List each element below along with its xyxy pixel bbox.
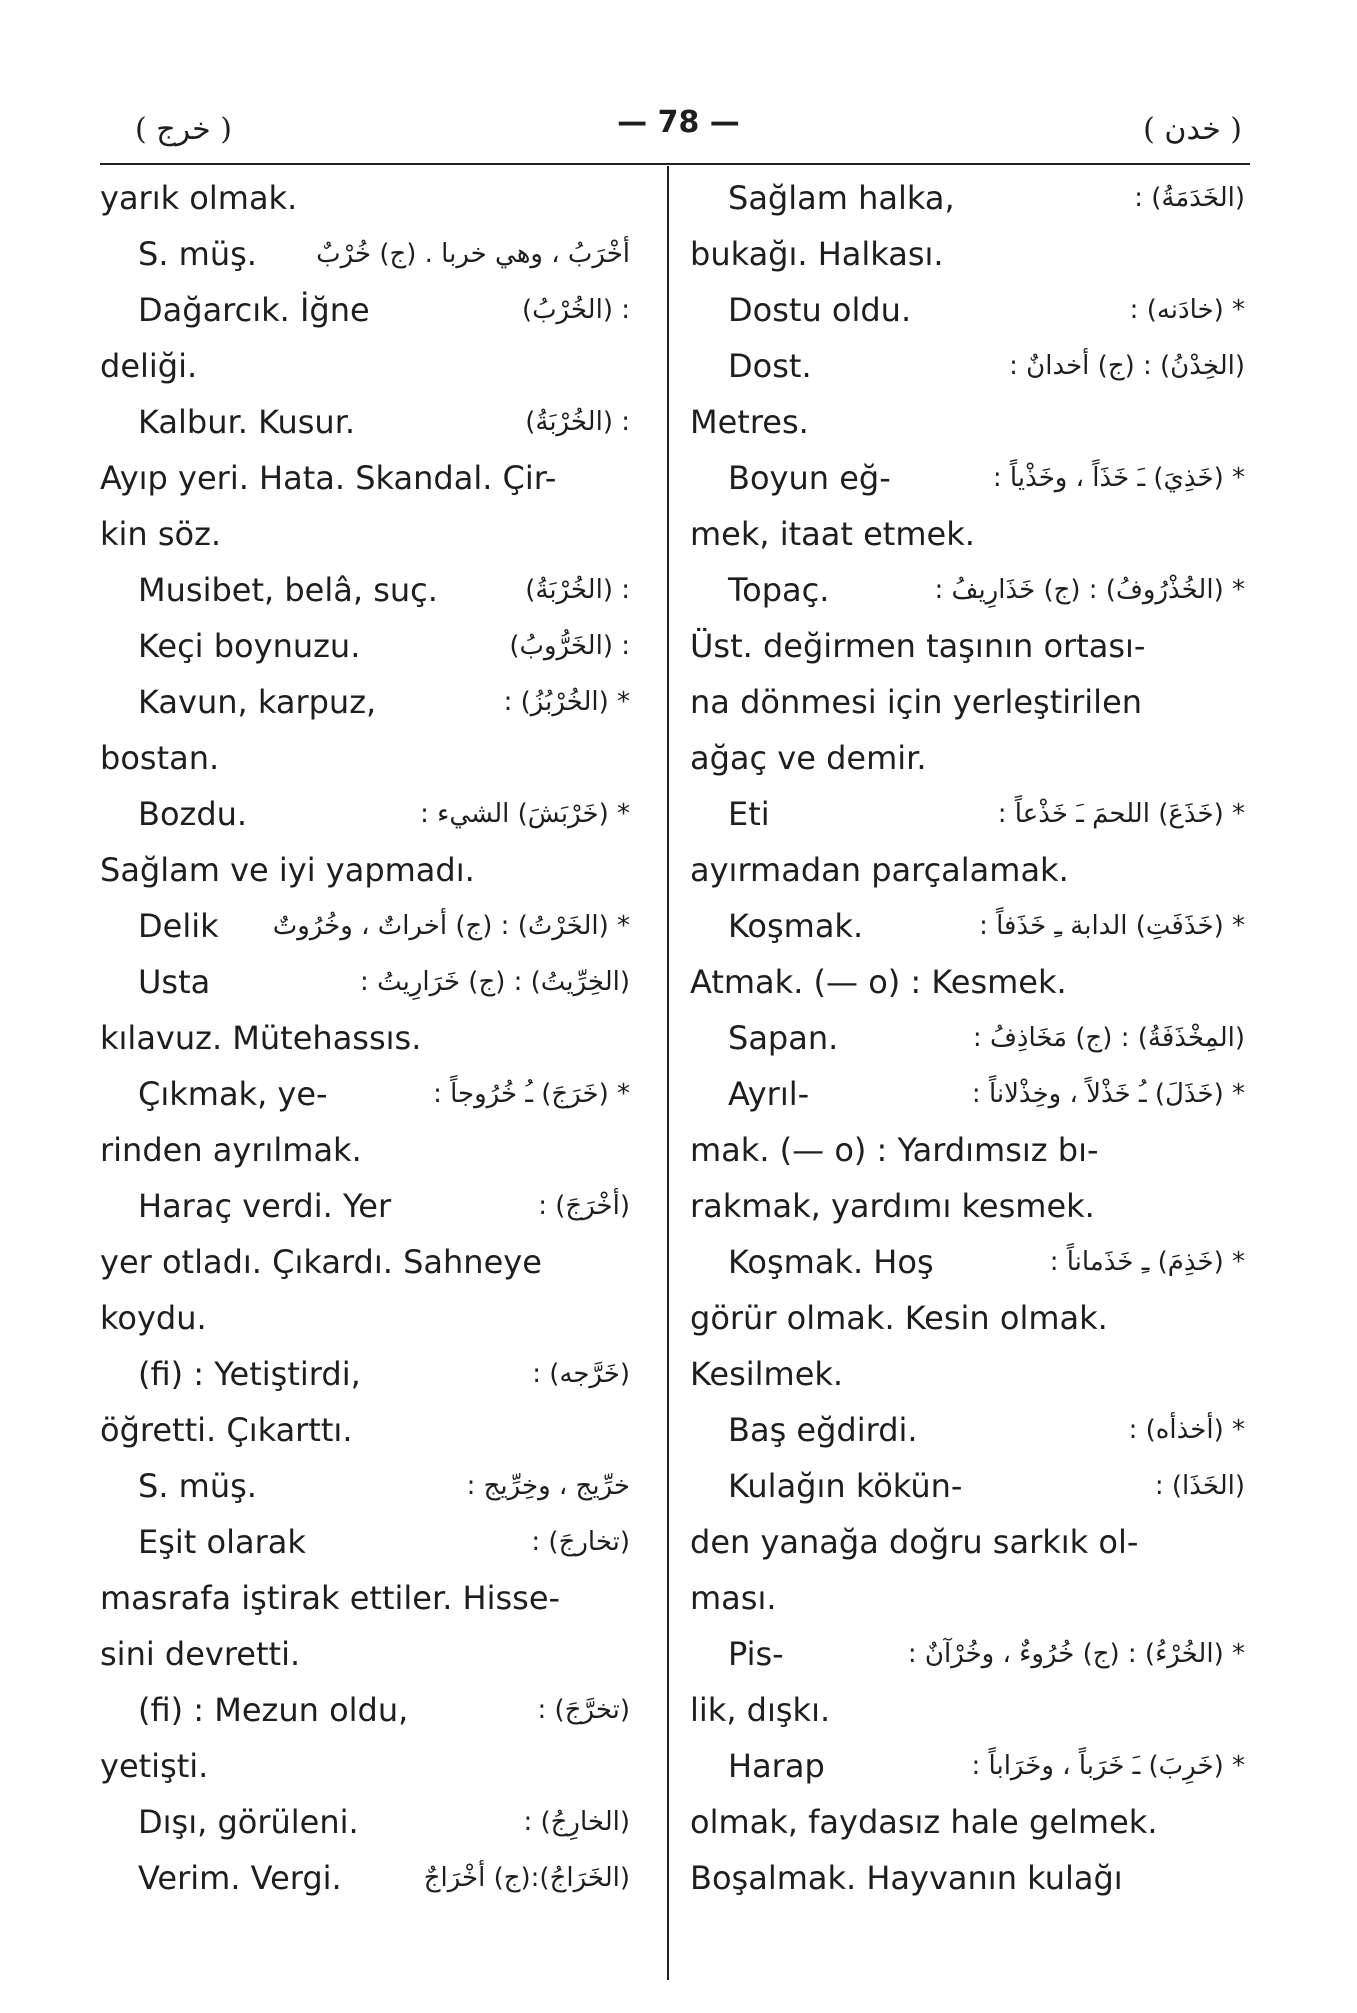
turkish-text: lik, dışkı. <box>690 1691 831 1729</box>
turkish-text: den yanağa doğru sarkık ol- <box>690 1523 1139 1561</box>
turkish-text: yer otladı. Çıkardı. Sahneye <box>100 1243 542 1281</box>
entry-line <box>690 1010 1245 1066</box>
entry-line <box>100 1570 630 1626</box>
arabic-headword: * (الخُرْبُزُ) : <box>503 687 630 717</box>
turkish-text: yetişti. <box>100 1747 209 1785</box>
entry-line <box>690 1626 1245 1682</box>
turkish-text: Delik <box>138 907 219 945</box>
turkish-text: Kalbur. Kusur. <box>138 403 356 441</box>
arabic-headword: * (خَذَعَ) اللحمَ ـَ خَذْعاً : <box>997 799 1245 829</box>
arabic-headword: * (خَذَفَتِ) الدابة ـِ خَذَفاً : <box>979 911 1245 941</box>
turkish-text: Eşit olarak <box>138 1523 306 1561</box>
arabic-headword: : (الخَرُّوبُ) <box>509 631 630 661</box>
arabic-headword: : (الخُرْبَةُ) <box>525 575 630 605</box>
entry-line <box>690 730 1245 786</box>
turkish-text: Üst. değirmen taşının ortası- <box>690 627 1146 665</box>
arabic-headword: * (خَرْبَشَ) الشيء : <box>420 799 630 829</box>
entry-line <box>690 170 1245 226</box>
entry-line <box>690 1290 1245 1346</box>
arabic-headword: * (الخَرْتُ) : (ج) أخراتٌ ، وخُرُوتٌ <box>272 911 630 941</box>
entry-line <box>690 450 1245 506</box>
arabic-headword: * (خَذِمَ) ـِ خَذَماناً : <box>1049 1247 1245 1277</box>
turkish-text: Dost. <box>728 347 812 385</box>
entry-line <box>690 1514 1245 1570</box>
turkish-text: sini devretti. <box>100 1635 301 1673</box>
arabic-headword: (الخارِجُ) : <box>523 1807 630 1837</box>
entry-line <box>690 226 1245 282</box>
arabic-headword: (الخِرِّيتُ) : (ج) خَرَارِيتُ : <box>360 967 630 997</box>
entry-line <box>690 786 1245 842</box>
turkish-text: Sapan. <box>728 1019 839 1057</box>
arabic-headword: * (خَرَجَ) ـُ خُرُوجاً : <box>433 1079 630 1109</box>
entry-line <box>100 1010 630 1066</box>
entry-line <box>690 674 1245 730</box>
turkish-text: na dönmesi için yerleştirilen <box>690 683 1143 721</box>
turkish-text: kılavuz. Mütehassıs. <box>100 1019 422 1057</box>
turkish-text: koydu. <box>100 1299 207 1337</box>
turkish-text: öğretti. Çıkarttı. <box>100 1411 353 1449</box>
entry-line <box>100 1514 630 1570</box>
page-number: — 78 — <box>617 105 740 140</box>
turkish-text: S. müş. <box>138 1467 257 1505</box>
turkish-text: Kesilmek. <box>690 1355 844 1393</box>
arabic-headword: * (خَذَلَ) ـُ خَذْلاً ، وخِذْلاناً : <box>971 1079 1245 1109</box>
turkish-text: görür olmak. Kesin olmak. <box>690 1299 1108 1337</box>
turkish-text: (fi) : Yetiştirdi, <box>138 1355 361 1393</box>
entry-line <box>100 730 630 786</box>
entry-line <box>690 394 1245 450</box>
entry-line <box>690 618 1245 674</box>
turkish-text: Haraç verdi. Yer <box>138 1187 392 1225</box>
turkish-text: Ayıp yeri. Hata. Skandal. Çir- <box>100 459 557 497</box>
turkish-text: Sağlam ve iyi yapmadı. <box>100 851 475 889</box>
entry-line <box>100 954 630 1010</box>
turkish-text: (fi) : Mezun oldu, <box>138 1691 409 1729</box>
arabic-headword: (خَرَّجه) : <box>532 1359 630 1389</box>
entry-line <box>690 1346 1245 1402</box>
entry-line <box>100 1178 630 1234</box>
turkish-text: yarık olmak. <box>100 179 298 217</box>
turkish-text: bostan. <box>100 739 220 777</box>
entry-line <box>690 1738 1245 1794</box>
entry-line <box>100 1458 630 1514</box>
entry-line <box>100 1850 630 1906</box>
entry-line <box>690 1178 1245 1234</box>
entry-line <box>100 450 630 506</box>
turkish-text: Topaç. <box>728 571 830 609</box>
arabic-headword: * (الخُرْءُ) : (ج) خُرُوءٌ ، وخُرْآنٌ : <box>907 1639 1245 1669</box>
entry-line <box>100 170 630 226</box>
entry-line <box>100 1122 630 1178</box>
arabic-headword: * (خَرِبَ) ـَ خَرَباً ، وخَرَاباً : <box>971 1751 1245 1781</box>
arabic-headword: أخْرَبُ ، وهي خربا . (ج) خُرْبٌ <box>316 239 630 269</box>
entry-line <box>100 786 630 842</box>
entry-line <box>100 1794 630 1850</box>
entry-line <box>690 1402 1245 1458</box>
turkish-text: Pis- <box>728 1635 784 1673</box>
turkish-text: Ayrıl- <box>728 1075 810 1113</box>
entry-line <box>690 338 1245 394</box>
turkish-text: Dağarcık. İğne <box>138 291 370 329</box>
entry-line <box>100 1626 630 1682</box>
turkish-text: Harap <box>728 1747 825 1785</box>
arabic-headword: (تخارجَ) : <box>531 1527 630 1557</box>
turkish-text: ağaç ve demir. <box>690 739 927 777</box>
entry-line <box>100 1290 630 1346</box>
turkish-text: masrafa iştirak ettiler. Hisse- <box>100 1579 561 1617</box>
turkish-text: Sağlam halka, <box>728 179 955 217</box>
entry-line <box>690 506 1245 562</box>
turkish-text: bukağı. Halkası. <box>690 235 944 273</box>
turkish-text: Koşmak. <box>728 907 864 945</box>
entry-line <box>690 282 1245 338</box>
turkish-text: rakmak, yardımı kesmek. <box>690 1187 1095 1225</box>
header-right-guide-word: ( خدن ) <box>1143 112 1242 147</box>
turkish-text: Metres. <box>690 403 809 441</box>
turkish-text: kin söz. <box>100 515 222 553</box>
entry-line <box>690 1794 1245 1850</box>
turkish-text: Çıkmak, ye- <box>138 1075 328 1113</box>
entry-line <box>100 506 630 562</box>
turkish-text: ayırmadan parçalamak. <box>690 851 1069 889</box>
entry-line <box>100 1346 630 1402</box>
turkish-text: Koşmak. Hoş <box>728 1243 934 1281</box>
column-divider <box>667 166 669 1980</box>
entry-line <box>690 954 1245 1010</box>
entry-line <box>100 1682 630 1738</box>
entry-line <box>100 842 630 898</box>
turkish-text: Verim. Vergi. <box>138 1859 342 1897</box>
arabic-headword: * (خادَنه) : <box>1129 295 1245 325</box>
entry-line <box>690 842 1245 898</box>
arabic-headword: : (الخُرْبَةُ) <box>525 407 630 437</box>
entry-line <box>690 1850 1245 1906</box>
arabic-headword: (الخِدْنُ) : (ج) أخدانٌ : <box>1009 351 1245 381</box>
entry-line <box>100 1402 630 1458</box>
turkish-text: Dostu oldu. <box>728 291 912 329</box>
arabic-headword: خرِّيج ، وخِرِّيج : <box>466 1471 630 1501</box>
entry-line <box>100 674 630 730</box>
turkish-text: Boşalmak. Hayvanın kulağı <box>690 1859 1123 1897</box>
turkish-text: mek, itaat etmek. <box>690 515 975 553</box>
entry-line <box>100 282 630 338</box>
arabic-headword: (الخَذَا) : <box>1154 1471 1245 1501</box>
arabic-headword: * (الخُذْرُوفُ) : (ج) خَذَارِيفُ : <box>934 575 1245 605</box>
entry-line <box>690 1570 1245 1626</box>
left-column <box>100 170 630 1906</box>
entry-line <box>100 226 630 282</box>
entry-line <box>100 898 630 954</box>
entry-line <box>690 1122 1245 1178</box>
entry-line <box>690 1458 1245 1514</box>
right-column <box>690 170 1245 1906</box>
turkish-text: rinden ayrılmak. <box>100 1131 362 1169</box>
entry-line <box>100 394 630 450</box>
entry-line <box>690 1234 1245 1290</box>
entry-line <box>690 1682 1245 1738</box>
entry-line <box>100 1234 630 1290</box>
turkish-text: Kulağın kökün- <box>728 1467 963 1505</box>
arabic-headword: (أخْرَجَ) : <box>538 1191 630 1221</box>
turkish-text: Atmak. (— o) : Kesmek. <box>690 963 1067 1001</box>
entry-line <box>100 1066 630 1122</box>
turkish-text: Dışı, görüleni. <box>138 1803 359 1841</box>
arabic-headword: (تخرَّجَ) : <box>537 1695 630 1725</box>
turkish-text: Bozdu. <box>138 795 248 833</box>
turkish-text: olmak, faydasız hale gelmek. <box>690 1803 1158 1841</box>
arabic-headword: * (أخذأه) : <box>1128 1415 1245 1445</box>
entry-line <box>100 338 630 394</box>
entry-line <box>100 1738 630 1794</box>
turkish-text: Boyun eğ- <box>728 459 891 497</box>
entry-line <box>690 562 1245 618</box>
turkish-text: Musibet, belâ, suç. <box>138 571 438 609</box>
entry-line <box>690 898 1245 954</box>
arabic-headword: (المِخْذَفَةُ) : (ج) مَخَاذِفُ : <box>972 1023 1245 1053</box>
header-rule <box>100 163 1250 165</box>
arabic-headword: : (الخُرْبُ) <box>521 295 630 325</box>
entry-line <box>100 618 630 674</box>
turkish-text: Keçi boynuzu. <box>138 627 361 665</box>
turkish-text: deliği. <box>100 347 198 385</box>
turkish-text: Eti <box>728 795 770 833</box>
entry-line <box>690 1066 1245 1122</box>
turkish-text: mak. (— o) : Yardımsız bı- <box>690 1131 1099 1169</box>
turkish-text: Baş eğdirdi. <box>728 1411 918 1449</box>
header-left-guide-word: ( خرج ) <box>135 112 232 147</box>
turkish-text: ması. <box>690 1579 777 1617</box>
arabic-headword: * (خَذِيَ) ـَ خَذَاً ، وخَذْياً : <box>992 463 1245 493</box>
arabic-headword: (الخَرَاجُ):(ج) أخْرَاجٌ <box>423 1863 630 1893</box>
turkish-text: S. müş. <box>138 235 257 273</box>
arabic-headword: (الخَدَمَةُ) : <box>1134 183 1245 213</box>
entry-line <box>100 562 630 618</box>
turkish-text: Usta <box>138 963 211 1001</box>
turkish-text: Kavun, karpuz, <box>138 683 377 721</box>
